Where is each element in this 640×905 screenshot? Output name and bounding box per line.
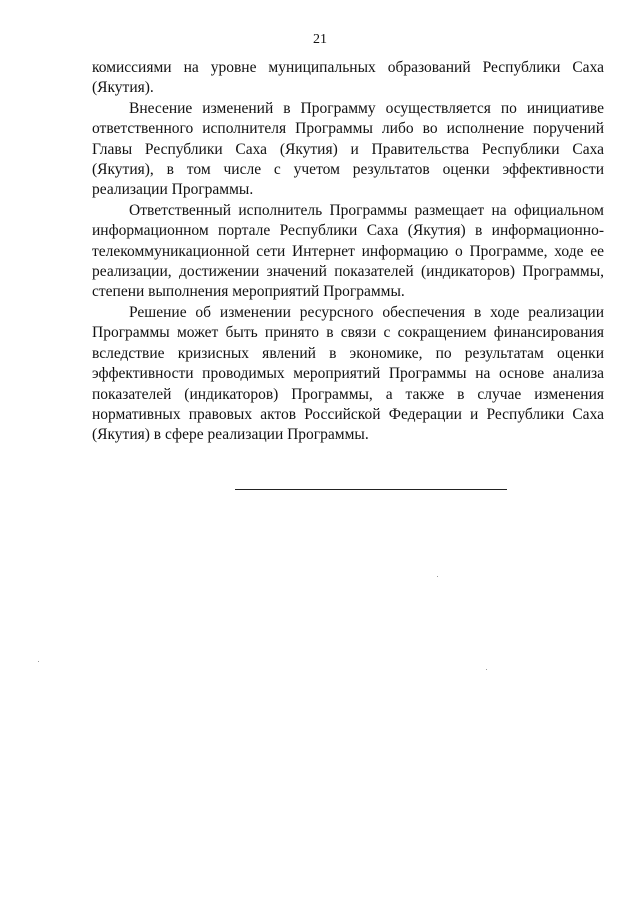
- document-body: [92, 58, 604, 446]
- end-of-text-rule: [235, 489, 507, 490]
- paragraph-program-publication: Ответственный исполнитель Программы размещает на официальном информационном портале Республики Саха (Якутия) в информационно-телекоммуникационной сети Интернет информацию о Программе, ходе ее реализации, достижении значений показателей (индикаторов) Программы, степени выполнения мероприятий Программы.: [92, 201, 604, 301]
- scan-speck: [38, 661, 39, 662]
- scan-speck: [437, 576, 438, 577]
- paragraph-program-amendments: Внесение изменений в Программу осуществляется по инициативе ответственного исполнителя Программы либо во исполнение поручений Главы Республики Саха (Якутия) и Правительства Республики Саха (Якутия), в том числе с учетом результатов оценки эффективности реализации Программы.: [92, 99, 604, 199]
- scan-speck: [486, 669, 487, 670]
- paragraph-continuation: комиссиями на уровне муниципальных образований Республики Саха (Якутия).: [92, 59, 604, 97]
- page-number: 21: [313, 32, 327, 47]
- paragraph-resource-changes: Решение об изменении ресурсного обеспечения в ходе реализации Программы может быть принято в связи с сокращением финансирования вследствие кризисных явлений в экономике, по результатам оценки эффективности проводимых мероприятий Программы на основе анализа показателей (индикаторов) Программы, а также в случае изменения нормативных правовых актов Российской Федерации и Республики Саха (Якутия) в сфере реализации Программы.: [92, 303, 604, 444]
